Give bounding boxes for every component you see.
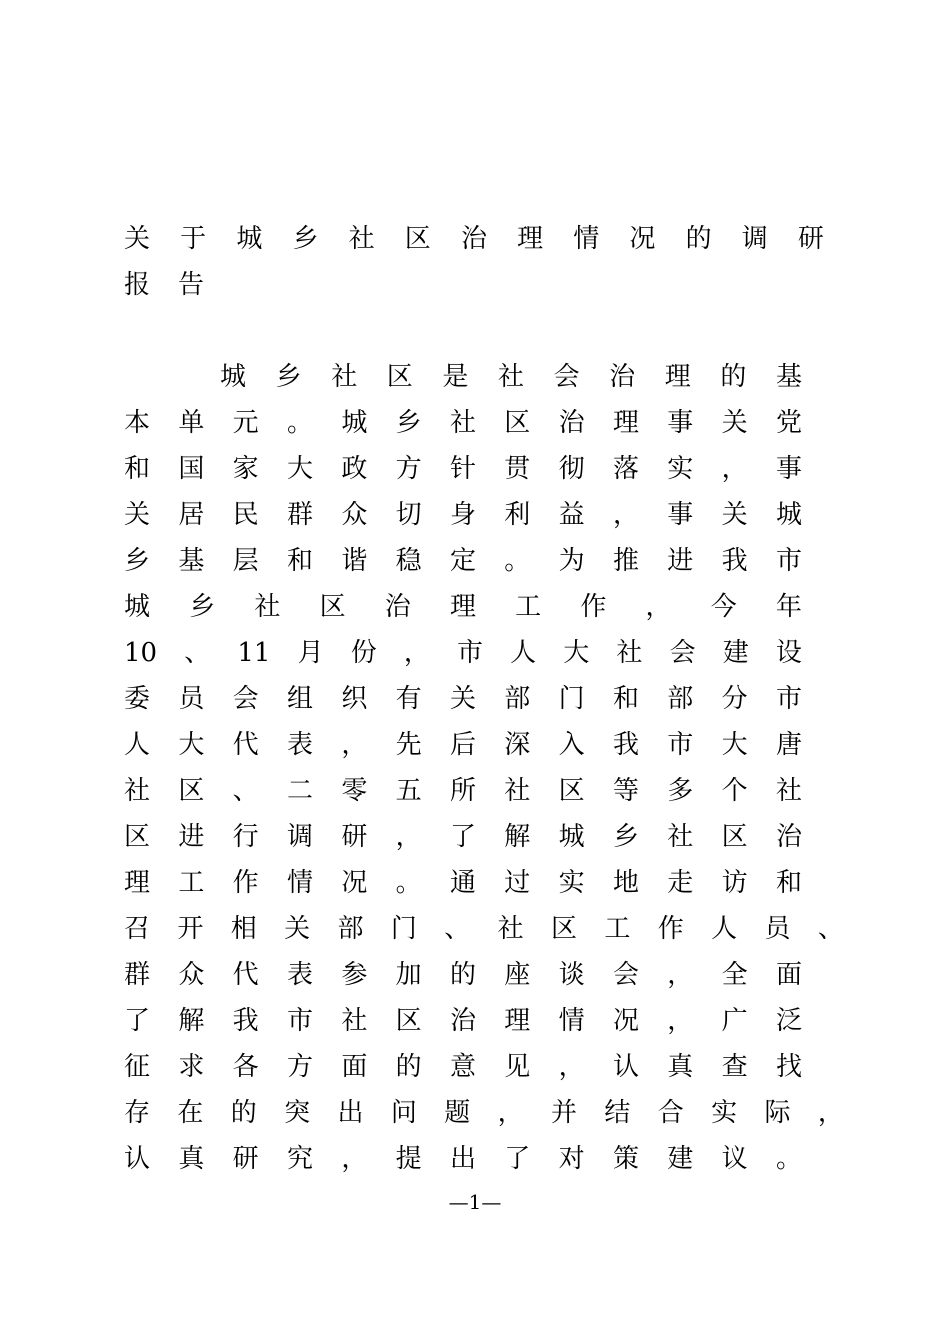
glyph: 社 (616, 638, 643, 668)
glyph: 报 (124, 270, 151, 300)
glyph: 理 (612, 408, 639, 438)
glyph: 关 (124, 224, 151, 254)
glyph: 社 (504, 776, 531, 806)
glyph: 和 (286, 546, 313, 576)
glyph: 彻 (558, 454, 585, 484)
glyph: 政 (341, 454, 368, 484)
glyph: 大 (286, 454, 313, 484)
glyph: 基 (178, 546, 205, 576)
glyph: 研 (797, 224, 824, 254)
glyph: 告 (178, 270, 205, 300)
body-line-5 (124, 538, 802, 584)
glyph: 实 (667, 454, 694, 484)
glyph: 究 (286, 1144, 313, 1174)
glyph: 的 (449, 960, 476, 990)
glyph: 区 (721, 822, 748, 852)
glyph: 研 (341, 822, 368, 852)
glyph: 况 (629, 224, 656, 254)
glyph: 部 (337, 914, 364, 944)
glyph: 事 (667, 500, 694, 530)
glyph: 所 (449, 776, 476, 806)
glyph: 面 (341, 1052, 368, 1082)
glyph: 代 (232, 730, 259, 760)
glyph: 行 (232, 822, 259, 852)
glyph: ， (721, 454, 748, 484)
glyph: 作 (232, 868, 259, 898)
glyph: 调 (741, 224, 768, 254)
glyph: 工 (515, 592, 542, 622)
glyph: 门 (558, 684, 585, 714)
glyph: 、 (817, 914, 844, 944)
glyph: 调 (286, 822, 313, 852)
glyph: 组 (286, 684, 313, 714)
glyph: 座 (504, 960, 531, 990)
glyph: 部 (667, 684, 694, 714)
glyph: 区 (551, 914, 578, 944)
glyph: 乡 (395, 408, 422, 438)
glyph: 城 (220, 362, 247, 392)
glyph: 见 (504, 1052, 531, 1082)
glyph: 层 (232, 546, 259, 576)
glyph: 市 (667, 730, 694, 760)
glyph: 有 (395, 684, 422, 714)
glyph: 唐 (775, 730, 802, 760)
glyph: 际 (764, 1098, 791, 1128)
glyph: 的 (685, 224, 712, 254)
glyph: 家 (232, 454, 259, 484)
glyph: 二 (286, 776, 313, 806)
glyph: 相 (230, 914, 257, 944)
glyph: 意 (449, 1052, 476, 1082)
glyph: 方 (395, 454, 422, 484)
glyph: 分 (721, 684, 748, 714)
glyph: 结 (604, 1098, 631, 1128)
title-line-2 (124, 262, 824, 308)
glyph: 况 (341, 868, 368, 898)
glyph: 、 (444, 914, 471, 944)
glyph: 况 (612, 1006, 639, 1036)
glyph: 区 (395, 1006, 422, 1036)
glyph: ， (395, 822, 422, 852)
glyph: 理 (517, 224, 544, 254)
glyph: 解 (504, 822, 531, 852)
glyph: 作 (657, 914, 684, 944)
glyph: 建 (722, 638, 749, 668)
glyph: 、 (184, 638, 211, 668)
glyph: 10 (124, 638, 158, 668)
glyph: 社 (449, 408, 476, 438)
glyph: 和 (775, 868, 802, 898)
glyph: ， (341, 1144, 368, 1174)
glyph: 过 (504, 868, 531, 898)
glyph: 我 (612, 730, 639, 760)
glyph: 情 (286, 868, 313, 898)
glyph: 的 (395, 1052, 422, 1082)
glyph: ， (497, 1098, 524, 1128)
glyph: 乡 (124, 546, 151, 576)
glyph: 关 (284, 914, 311, 944)
glyph: 今 (710, 592, 737, 622)
glyph: 人 (711, 914, 738, 944)
glyph: 解 (178, 1006, 205, 1036)
glyph: 治 (609, 362, 636, 392)
glyph: 众 (178, 960, 205, 990)
glyph: 情 (573, 224, 600, 254)
glyph: 城 (775, 500, 802, 530)
glyph: 出 (337, 1098, 364, 1128)
glyph: 社 (254, 592, 281, 622)
glyph: 征 (124, 1052, 151, 1082)
title-line-1 (124, 216, 824, 262)
glyph: 区 (319, 592, 346, 622)
glyph: 区 (178, 776, 205, 806)
glyph: 是 (442, 362, 469, 392)
glyph: 作 (580, 592, 607, 622)
glyph: 入 (558, 730, 585, 760)
glyph: 社 (497, 362, 524, 392)
glyph: 区 (124, 822, 151, 852)
glyph: 切 (395, 500, 422, 530)
glyph: 查 (721, 1052, 748, 1082)
body-line-15 (124, 998, 802, 1044)
glyph: 零 (341, 776, 368, 806)
glyph: 治 (775, 822, 802, 852)
body-line-9 (124, 722, 802, 768)
glyph: 区 (404, 224, 431, 254)
glyph: ， (403, 638, 430, 668)
glyph: 员 (764, 914, 791, 944)
body-line-16 (124, 1044, 802, 1090)
glyph: 事 (667, 408, 694, 438)
glyph: 大 (563, 638, 590, 668)
body-line-1 (124, 354, 844, 400)
glyph: ， (341, 730, 368, 760)
glyph: ， (612, 500, 639, 530)
glyph: 泛 (775, 1006, 802, 1036)
glyph: 认 (124, 1144, 151, 1174)
document-body (124, 354, 844, 1182)
glyph: 访 (721, 868, 748, 898)
glyph: 先 (395, 730, 422, 760)
glyph: 实 (711, 1098, 738, 1128)
glyph: 员 (178, 684, 205, 714)
glyph: ， (645, 592, 672, 622)
body-line-4 (124, 492, 802, 538)
glyph: 11 (237, 638, 271, 668)
glyph: 和 (612, 684, 639, 714)
glyph: 党 (775, 408, 802, 438)
glyph: 在 (177, 1098, 204, 1128)
glyph: 全 (721, 960, 748, 990)
document-title (124, 216, 824, 308)
glyph: 社 (775, 776, 802, 806)
glyph: 谈 (558, 960, 585, 990)
glyph: 建 (667, 1144, 694, 1174)
glyph: 市 (775, 546, 802, 576)
glyph: 身 (449, 500, 476, 530)
glyph: 谐 (341, 546, 368, 576)
glyph: 月 (297, 638, 324, 668)
glyph: 个 (721, 776, 748, 806)
body-line-17 (124, 1090, 844, 1136)
glyph: 走 (667, 868, 694, 898)
glyph: 区 (558, 776, 585, 806)
glyph: 基 (775, 362, 802, 392)
glyph: 会 (612, 960, 639, 990)
glyph: 表 (286, 960, 313, 990)
glyph: 出 (449, 1144, 476, 1174)
glyph: ， (817, 1098, 844, 1128)
glyph: 并 (551, 1098, 578, 1128)
glyph: 治 (460, 224, 487, 254)
glyph: 会 (553, 362, 580, 392)
glyph: 真 (667, 1052, 694, 1082)
glyph: 委 (124, 684, 151, 714)
glyph: 召 (124, 914, 151, 944)
glyph: 份 (350, 638, 377, 668)
glyph: 通 (449, 868, 476, 898)
glyph: 乡 (275, 362, 302, 392)
glyph: 和 (124, 454, 151, 484)
glyph: 广 (721, 1006, 748, 1036)
glyph: 国 (178, 454, 205, 484)
glyph: 年 (775, 592, 802, 622)
glyph: 元 (232, 408, 259, 438)
glyph: 突 (284, 1098, 311, 1128)
body-line-8 (124, 676, 802, 722)
glyph: 众 (341, 500, 368, 530)
glyph: 问 (390, 1098, 417, 1128)
glyph: 工 (178, 868, 205, 898)
glyph: 贯 (504, 454, 531, 484)
glyph: 居 (178, 500, 205, 530)
body-line-12 (124, 860, 802, 906)
glyph: 存 (124, 1098, 151, 1128)
glyph: 的 (230, 1098, 257, 1128)
glyph: 城 (236, 224, 263, 254)
glyph: 社 (341, 1006, 368, 1036)
glyph: 我 (721, 546, 748, 576)
glyph: 关 (721, 500, 748, 530)
glyph: 治 (384, 592, 411, 622)
glyph: 了 (449, 822, 476, 852)
page-number: —1— (448, 1190, 502, 1214)
glyph: 稳 (395, 546, 422, 576)
glyph: 定 (449, 546, 476, 576)
glyph: 区 (504, 408, 531, 438)
body-line-2 (124, 400, 802, 446)
glyph: 乡 (189, 592, 216, 622)
glyph: 利 (504, 500, 531, 530)
glyph: 。 (286, 408, 313, 438)
body-line-7 (124, 630, 802, 676)
glyph: 对 (558, 1144, 585, 1174)
body-line-13 (124, 906, 844, 952)
glyph: 深 (504, 730, 531, 760)
glyph: 益 (558, 500, 585, 530)
glyph: 会 (232, 684, 259, 714)
glyph: 理 (449, 592, 476, 622)
glyph: 落 (612, 454, 639, 484)
glyph: 研 (232, 1144, 259, 1174)
glyph: 、 (232, 776, 259, 806)
body-line-11 (124, 814, 802, 860)
glyph: 真 (178, 1144, 205, 1174)
glyph: 会 (669, 638, 696, 668)
glyph: 参 (341, 960, 368, 990)
glyph: 于 (180, 224, 207, 254)
glyph: 乡 (612, 822, 639, 852)
glyph: 治 (449, 1006, 476, 1036)
glyph: 等 (612, 776, 639, 806)
glyph: 提 (395, 1144, 422, 1174)
glyph: 人 (124, 730, 151, 760)
body-line-10 (124, 768, 802, 814)
glyph: 市 (457, 638, 484, 668)
glyph: 找 (775, 1052, 802, 1082)
glyph: ， (667, 960, 694, 990)
glyph: 大 (721, 730, 748, 760)
glyph: 关 (449, 684, 476, 714)
glyph: 地 (612, 868, 639, 898)
glyph: 求 (178, 1052, 205, 1082)
glyph: 。 (395, 868, 422, 898)
glyph: 推 (612, 546, 639, 576)
glyph: 表 (286, 730, 313, 760)
glyph: 题 (444, 1098, 471, 1128)
glyph: 针 (449, 454, 476, 484)
glyph: 了 (504, 1144, 531, 1174)
glyph: ， (667, 1006, 694, 1036)
body-line-18 (124, 1136, 802, 1182)
body-line-14 (124, 952, 802, 998)
glyph: 关 (721, 408, 748, 438)
glyph: 我 (232, 1006, 259, 1036)
glyph: 各 (232, 1052, 259, 1082)
glyph: 方 (286, 1052, 313, 1082)
glyph: 门 (390, 914, 417, 944)
glyph: 社 (348, 224, 375, 254)
glyph: 社 (497, 914, 524, 944)
glyph: 设 (775, 638, 802, 668)
glyph: 实 (558, 868, 585, 898)
glyph: 情 (558, 1006, 585, 1036)
body-line-3 (124, 446, 802, 492)
glyph: 织 (341, 684, 368, 714)
glyph: 事 (775, 454, 802, 484)
glyph: 议 (721, 1144, 748, 1174)
glyph: 区 (386, 362, 413, 392)
glyph: 城 (341, 408, 368, 438)
glyph: 理 (124, 868, 151, 898)
glyph: 本 (124, 408, 151, 438)
glyph: 后 (449, 730, 476, 760)
glyph: 城 (558, 822, 585, 852)
glyph: 单 (178, 408, 205, 438)
glyph: 加 (395, 960, 422, 990)
glyph: 进 (667, 546, 694, 576)
glyph: 治 (558, 408, 585, 438)
glyph: 策 (612, 1144, 639, 1174)
glyph: 五 (395, 776, 422, 806)
glyph: 理 (664, 362, 691, 392)
glyph: 乡 (292, 224, 319, 254)
glyph: 工 (604, 914, 631, 944)
glyph: 部 (504, 684, 531, 714)
glyph: 群 (124, 960, 151, 990)
glyph: 代 (232, 960, 259, 990)
glyph: 民 (232, 500, 259, 530)
glyph: 大 (178, 730, 205, 760)
glyph: 关 (124, 500, 151, 530)
glyph: 的 (720, 362, 747, 392)
glyph: 群 (286, 500, 313, 530)
glyph: 。 (504, 546, 531, 576)
glyph: 为 (558, 546, 585, 576)
glyph: 市 (286, 1006, 313, 1036)
glyph: 合 (657, 1098, 684, 1128)
body-line-6 (124, 584, 802, 630)
glyph: 认 (612, 1052, 639, 1082)
glyph: 社 (331, 362, 358, 392)
glyph: 开 (177, 914, 204, 944)
glyph: ， (558, 1052, 585, 1082)
glyph: 市 (775, 684, 802, 714)
body-text (220, 354, 802, 400)
glyph: 了 (124, 1006, 151, 1036)
glyph: 城 (124, 592, 151, 622)
glyph: 社 (124, 776, 151, 806)
glyph: 面 (775, 960, 802, 990)
glyph: 社 (667, 822, 694, 852)
glyph: 。 (775, 1144, 802, 1174)
glyph: 人 (510, 638, 537, 668)
glyph: 理 (504, 1006, 531, 1036)
glyph: 多 (667, 776, 694, 806)
glyph: 进 (178, 822, 205, 852)
